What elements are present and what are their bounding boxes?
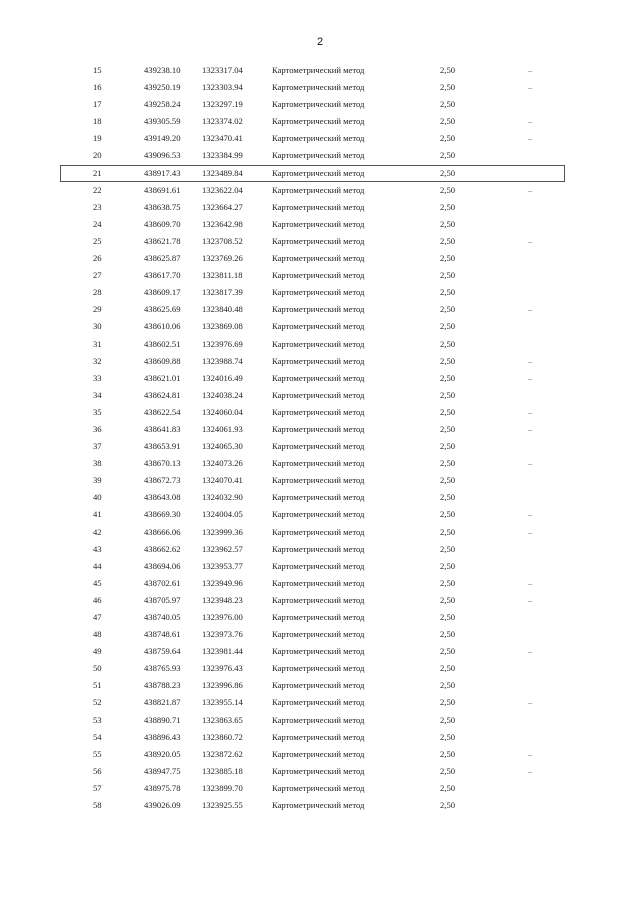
table-row	[60, 233, 565, 250]
y-coordinate-cell: 1323863.65	[202, 714, 243, 725]
table-row	[60, 472, 565, 489]
error-cell: 2,50	[440, 184, 456, 195]
table-row	[60, 421, 565, 438]
mark-cell: –	[528, 406, 533, 417]
table-row	[60, 284, 565, 301]
point-number-cell: 19	[93, 133, 102, 144]
y-coordinate-cell: 1323962.57	[202, 543, 243, 554]
x-coordinate-cell: 438975.78	[144, 782, 181, 793]
y-coordinate-cell: 1324070.41	[202, 475, 243, 486]
error-cell: 2,50	[440, 406, 456, 417]
y-coordinate-cell: 1323384.99	[202, 150, 243, 161]
x-coordinate-cell: 438653.91	[144, 441, 181, 452]
method-cell: Картометрический метод	[272, 731, 365, 742]
x-coordinate-cell: 438622.54	[144, 406, 181, 417]
y-coordinate-cell: 1323885.18	[202, 765, 243, 776]
method-cell: Картометрический метод	[272, 748, 365, 759]
point-number-cell: 20	[93, 150, 102, 161]
x-coordinate-cell: 438759.64	[144, 646, 181, 657]
method-cell: Картометрический метод	[272, 65, 365, 75]
error-cell: 2,50	[440, 492, 456, 503]
y-coordinate-cell: 1323899.70	[202, 782, 243, 793]
error-cell: 2,50	[440, 423, 456, 434]
table-row	[60, 182, 565, 199]
x-coordinate-cell: 438621.01	[144, 372, 181, 383]
point-number-cell: 49	[93, 646, 102, 657]
method-cell: Картометрический метод	[272, 697, 365, 708]
error-cell: 2,50	[440, 304, 456, 315]
point-number-cell: 41	[93, 509, 102, 520]
mark-cell: –	[528, 133, 533, 144]
mark-cell: –	[528, 697, 533, 708]
page-number: 2	[316, 36, 324, 48]
error-cell: 2,50	[440, 458, 456, 469]
point-number-cell: 43	[93, 543, 102, 554]
point-number-cell: 18	[93, 116, 102, 127]
point-number-cell: 30	[93, 321, 102, 332]
y-coordinate-cell: 1323999.36	[202, 526, 243, 537]
y-coordinate-cell: 1323948.23	[202, 594, 243, 605]
point-number-cell: 23	[93, 201, 102, 212]
x-coordinate-cell: 438625.69	[144, 304, 181, 315]
method-cell: Картометрический метод	[272, 680, 365, 691]
error-cell: 2,50	[440, 782, 456, 793]
method-cell: Картометрический метод	[272, 577, 365, 588]
point-number-cell: 44	[93, 560, 102, 571]
x-coordinate-cell: 439238.10	[144, 65, 181, 75]
point-number-cell: 32	[93, 355, 102, 366]
table-row	[60, 660, 565, 677]
error-cell: 2,50	[440, 526, 456, 537]
y-coordinate-cell: 1323976.00	[202, 612, 243, 622]
y-coordinate-cell: 1323317.04	[202, 65, 243, 75]
point-number-cell: 33	[93, 372, 102, 383]
x-coordinate-cell: 438624.81	[144, 389, 181, 400]
error-cell: 2,50	[440, 714, 456, 725]
point-number-cell: 52	[93, 697, 102, 708]
x-coordinate-cell: 438765.93	[144, 663, 181, 674]
point-number-cell: 21	[93, 167, 102, 178]
y-coordinate-cell: 1324061.93	[202, 423, 243, 434]
x-coordinate-cell: 438896.43	[144, 731, 181, 742]
coordinates-table	[60, 62, 565, 814]
x-coordinate-cell: 438672.73	[144, 475, 181, 486]
error-cell: 2,50	[440, 509, 456, 520]
x-coordinate-cell: 438662.62	[144, 543, 181, 554]
table-row	[60, 729, 565, 746]
error-cell: 2,50	[440, 201, 456, 212]
method-cell: Картометрический метод	[272, 355, 365, 366]
point-number-cell: 17	[93, 99, 102, 110]
y-coordinate-cell: 1323708.52	[202, 235, 243, 246]
point-number-cell: 51	[93, 680, 102, 691]
table-row	[60, 541, 565, 558]
mark-cell: –	[528, 423, 533, 434]
x-coordinate-cell: 438748.61	[144, 629, 181, 640]
point-number-cell: 35	[93, 406, 102, 417]
table-row	[60, 712, 565, 729]
point-number-cell: 45	[93, 577, 102, 588]
error-cell: 2,50	[440, 65, 456, 75]
method-cell: Картометрический метод	[272, 184, 365, 195]
point-number-cell: 56	[93, 765, 102, 776]
method-cell: Картометрический метод	[272, 253, 365, 264]
mark-cell: –	[528, 458, 533, 469]
method-cell: Картометрический метод	[272, 594, 365, 605]
point-number-cell: 55	[93, 748, 102, 759]
y-coordinate-cell: 1323860.72	[202, 731, 243, 742]
error-cell: 2,50	[440, 475, 456, 486]
error-cell: 2,50	[440, 629, 456, 640]
method-cell: Картометрический метод	[272, 663, 365, 674]
point-number-cell: 53	[93, 714, 102, 725]
y-coordinate-cell: 1324004.05	[202, 509, 243, 520]
method-cell: Картометрический метод	[272, 82, 365, 93]
x-coordinate-cell: 438641.83	[144, 423, 181, 434]
table-row	[60, 694, 565, 711]
x-coordinate-cell: 438788.23	[144, 680, 181, 691]
mark-cell: –	[528, 509, 533, 520]
y-coordinate-cell: 1324073.26	[202, 458, 243, 469]
y-coordinate-cell: 1324016.49	[202, 372, 243, 383]
table-row	[60, 780, 565, 797]
x-coordinate-cell: 438740.05	[144, 612, 181, 622]
point-number-cell: 22	[93, 184, 102, 195]
table-row	[60, 130, 565, 147]
y-coordinate-cell: 1324032.90	[202, 492, 243, 503]
y-coordinate-cell: 1323840.48	[202, 304, 243, 315]
x-coordinate-cell: 438947.75	[144, 765, 181, 776]
method-cell: Картометрический метод	[272, 201, 365, 212]
method-cell: Картометрический метод	[272, 458, 365, 469]
point-number-cell: 24	[93, 218, 102, 229]
point-number-cell: 39	[93, 475, 102, 486]
method-cell: Картометрический метод	[272, 800, 365, 811]
point-number-cell: 31	[93, 338, 102, 349]
mark-cell: –	[528, 577, 533, 588]
error-cell: 2,50	[440, 235, 456, 246]
y-coordinate-cell: 1323642.98	[202, 218, 243, 229]
y-coordinate-cell: 1323817.39	[202, 287, 243, 298]
x-coordinate-cell: 438621.78	[144, 235, 181, 246]
table-row	[60, 267, 565, 284]
mark-cell: –	[528, 304, 533, 315]
error-cell: 2,50	[440, 577, 456, 588]
method-cell: Картометрический метод	[272, 441, 365, 452]
table-row	[60, 250, 565, 267]
y-coordinate-cell: 1323988.74	[202, 355, 243, 366]
point-number-cell: 15	[93, 65, 102, 75]
point-number-cell: 34	[93, 389, 102, 400]
y-coordinate-cell: 1323374.02	[202, 116, 243, 127]
point-number-cell: 58	[93, 800, 102, 811]
x-coordinate-cell: 438602.51	[144, 338, 181, 349]
error-cell: 2,50	[440, 116, 456, 127]
x-coordinate-cell: 439258.24	[144, 99, 181, 110]
table-row	[60, 643, 565, 660]
error-cell: 2,50	[440, 765, 456, 776]
x-coordinate-cell: 438609.70	[144, 218, 181, 229]
method-cell: Картометрический метод	[272, 509, 365, 520]
x-coordinate-cell: 438609.17	[144, 287, 181, 298]
error-cell: 2,50	[440, 594, 456, 605]
y-coordinate-cell: 1323976.69	[202, 338, 243, 349]
table-row	[60, 370, 565, 387]
point-number-cell: 25	[93, 235, 102, 246]
method-cell: Картометрический метод	[272, 475, 365, 486]
table-row	[60, 165, 565, 182]
error-cell: 2,50	[440, 338, 456, 349]
method-cell: Картометрический метод	[272, 372, 365, 383]
y-coordinate-cell: 1323297.19	[202, 99, 243, 110]
method-cell: Картометрический метод	[272, 389, 365, 400]
table-row	[60, 575, 565, 592]
y-coordinate-cell: 1323981.44	[202, 646, 243, 657]
error-cell: 2,50	[440, 800, 456, 811]
mark-cell: –	[528, 526, 533, 537]
x-coordinate-cell: 439149.20	[144, 133, 181, 144]
point-number-cell: 27	[93, 270, 102, 281]
x-coordinate-cell: 439026.09	[144, 800, 181, 811]
y-coordinate-cell: 1324065.30	[202, 441, 243, 452]
point-number-cell: 16	[93, 82, 102, 93]
y-coordinate-cell: 1323622.04	[202, 184, 243, 195]
error-cell: 2,50	[440, 321, 456, 332]
method-cell: Картометрический метод	[272, 218, 365, 229]
x-coordinate-cell: 439096.53	[144, 150, 181, 161]
error-cell: 2,50	[440, 355, 456, 366]
table-row	[60, 79, 565, 96]
mark-cell: –	[528, 184, 533, 195]
mark-cell: –	[528, 372, 533, 383]
table-row	[60, 216, 565, 233]
error-cell: 2,50	[440, 680, 456, 691]
table-row	[60, 489, 565, 506]
x-coordinate-cell: 438669.30	[144, 509, 181, 520]
point-number-cell: 47	[93, 612, 102, 622]
point-number-cell: 38	[93, 458, 102, 469]
x-coordinate-cell: 438705.97	[144, 594, 181, 605]
table-row	[60, 404, 565, 421]
mark-cell: –	[528, 748, 533, 759]
mark-cell: –	[528, 355, 533, 366]
table-row	[60, 438, 565, 455]
point-number-cell: 48	[93, 629, 102, 640]
method-cell: Картометрический метод	[272, 612, 365, 622]
point-number-cell: 37	[93, 441, 102, 452]
table-row	[60, 147, 565, 164]
x-coordinate-cell: 438821.87	[144, 697, 181, 708]
table-row	[60, 506, 565, 523]
point-number-cell: 36	[93, 423, 102, 434]
error-cell: 2,50	[440, 697, 456, 708]
method-cell: Картометрический метод	[272, 782, 365, 793]
x-coordinate-cell: 439305.59	[144, 116, 181, 127]
error-cell: 2,50	[440, 646, 456, 657]
table-row	[60, 318, 565, 335]
method-cell: Картометрический метод	[272, 646, 365, 657]
method-cell: Картометрический метод	[272, 492, 365, 503]
y-coordinate-cell: 1323769.26	[202, 253, 243, 264]
y-coordinate-cell: 1323949.96	[202, 577, 243, 588]
y-coordinate-cell: 1324038.24	[202, 389, 243, 400]
table-row	[60, 353, 565, 370]
x-coordinate-cell: 438610.06	[144, 321, 181, 332]
error-cell: 2,50	[440, 133, 456, 144]
mark-cell: –	[528, 116, 533, 127]
error-cell: 2,50	[440, 389, 456, 400]
method-cell: Картометрический метод	[272, 714, 365, 725]
table-row	[60, 746, 565, 763]
method-cell: Картометрический метод	[272, 133, 365, 144]
x-coordinate-cell: 438666.06	[144, 526, 181, 537]
table-row	[60, 609, 565, 626]
y-coordinate-cell: 1323953.77	[202, 560, 243, 571]
error-cell: 2,50	[440, 218, 456, 229]
point-number-cell: 29	[93, 304, 102, 315]
point-number-cell: 57	[93, 782, 102, 793]
mark-cell: –	[528, 235, 533, 246]
error-cell: 2,50	[440, 731, 456, 742]
table-row	[60, 524, 565, 541]
error-cell: 2,50	[440, 167, 456, 178]
method-cell: Картометрический метод	[272, 765, 365, 776]
method-cell: Картометрический метод	[272, 526, 365, 537]
mark-cell: –	[528, 594, 533, 605]
table-row	[60, 199, 565, 216]
method-cell: Картометрический метод	[272, 543, 365, 554]
point-number-cell: 26	[93, 253, 102, 264]
x-coordinate-cell: 438890.71	[144, 714, 181, 725]
error-cell: 2,50	[440, 560, 456, 571]
mark-cell: –	[528, 65, 533, 75]
point-number-cell: 50	[93, 663, 102, 674]
method-cell: Картометрический метод	[272, 629, 365, 640]
table-row	[60, 96, 565, 113]
table-row	[60, 626, 565, 643]
x-coordinate-cell: 438625.87	[144, 253, 181, 264]
method-cell: Картометрический метод	[272, 338, 365, 349]
method-cell: Картометрический метод	[272, 406, 365, 417]
y-coordinate-cell: 1323925.55	[202, 800, 243, 811]
table-row	[60, 797, 565, 814]
method-cell: Картометрический метод	[272, 116, 365, 127]
method-cell: Картометрический метод	[272, 423, 365, 434]
table-row	[60, 62, 565, 79]
method-cell: Картометрический метод	[272, 270, 365, 281]
table-row	[60, 592, 565, 609]
point-number-cell: 54	[93, 731, 102, 742]
error-cell: 2,50	[440, 372, 456, 383]
error-cell: 2,50	[440, 99, 456, 110]
x-coordinate-cell: 438920.05	[144, 748, 181, 759]
method-cell: Картометрический метод	[272, 287, 365, 298]
method-cell: Картометрический метод	[272, 560, 365, 571]
y-coordinate-cell: 1323996.86	[202, 680, 243, 691]
y-coordinate-cell: 1323955.14	[202, 697, 243, 708]
y-coordinate-cell: 1323976.43	[202, 663, 243, 674]
x-coordinate-cell: 438638.75	[144, 201, 181, 212]
mark-cell: –	[528, 82, 533, 93]
error-cell: 2,50	[440, 663, 456, 674]
table-row	[60, 558, 565, 575]
error-cell: 2,50	[440, 612, 456, 622]
table-row	[60, 301, 565, 318]
point-number-cell: 42	[93, 526, 102, 537]
x-coordinate-cell: 438609.88	[144, 355, 181, 366]
mark-cell: –	[528, 646, 533, 657]
method-cell: Картометрический метод	[272, 99, 365, 110]
method-cell: Картометрический метод	[272, 167, 365, 178]
y-coordinate-cell: 1323872.62	[202, 748, 243, 759]
x-coordinate-cell: 438691.61	[144, 184, 181, 195]
table-row	[60, 387, 565, 404]
y-coordinate-cell: 1323489.84	[202, 167, 243, 178]
table-row	[60, 763, 565, 780]
method-cell: Картометрический метод	[272, 150, 365, 161]
x-coordinate-cell: 438617.70	[144, 270, 181, 281]
point-number-cell: 28	[93, 287, 102, 298]
x-coordinate-cell: 438694.06	[144, 560, 181, 571]
point-number-cell: 40	[93, 492, 102, 503]
y-coordinate-cell: 1324060.04	[202, 406, 243, 417]
y-coordinate-cell: 1323811.18	[202, 270, 243, 281]
x-coordinate-cell: 438702.61	[144, 577, 181, 588]
error-cell: 2,50	[440, 543, 456, 554]
table-row	[60, 336, 565, 353]
error-cell: 2,50	[440, 253, 456, 264]
y-coordinate-cell: 1323973.76	[202, 629, 243, 640]
x-coordinate-cell: 438670.13	[144, 458, 181, 469]
table-row	[60, 455, 565, 472]
error-cell: 2,50	[440, 748, 456, 759]
mark-cell: –	[528, 765, 533, 776]
point-number-cell: 46	[93, 594, 102, 605]
error-cell: 2,50	[440, 441, 456, 452]
error-cell: 2,50	[440, 82, 456, 93]
y-coordinate-cell: 1323470.41	[202, 133, 243, 144]
y-coordinate-cell: 1323869.08	[202, 321, 243, 332]
x-coordinate-cell: 439250.19	[144, 82, 181, 93]
x-coordinate-cell: 438643.08	[144, 492, 181, 503]
method-cell: Картометрический метод	[272, 321, 365, 332]
y-coordinate-cell: 1323664.27	[202, 201, 243, 212]
error-cell: 2,50	[440, 270, 456, 281]
table-row	[60, 113, 565, 130]
method-cell: Картометрический метод	[272, 304, 365, 315]
table-row	[60, 677, 565, 694]
error-cell: 2,50	[440, 150, 456, 161]
error-cell: 2,50	[440, 287, 456, 298]
y-coordinate-cell: 1323303.94	[202, 82, 243, 93]
method-cell: Картометрический метод	[272, 235, 365, 246]
x-coordinate-cell: 438917.43	[144, 167, 181, 178]
